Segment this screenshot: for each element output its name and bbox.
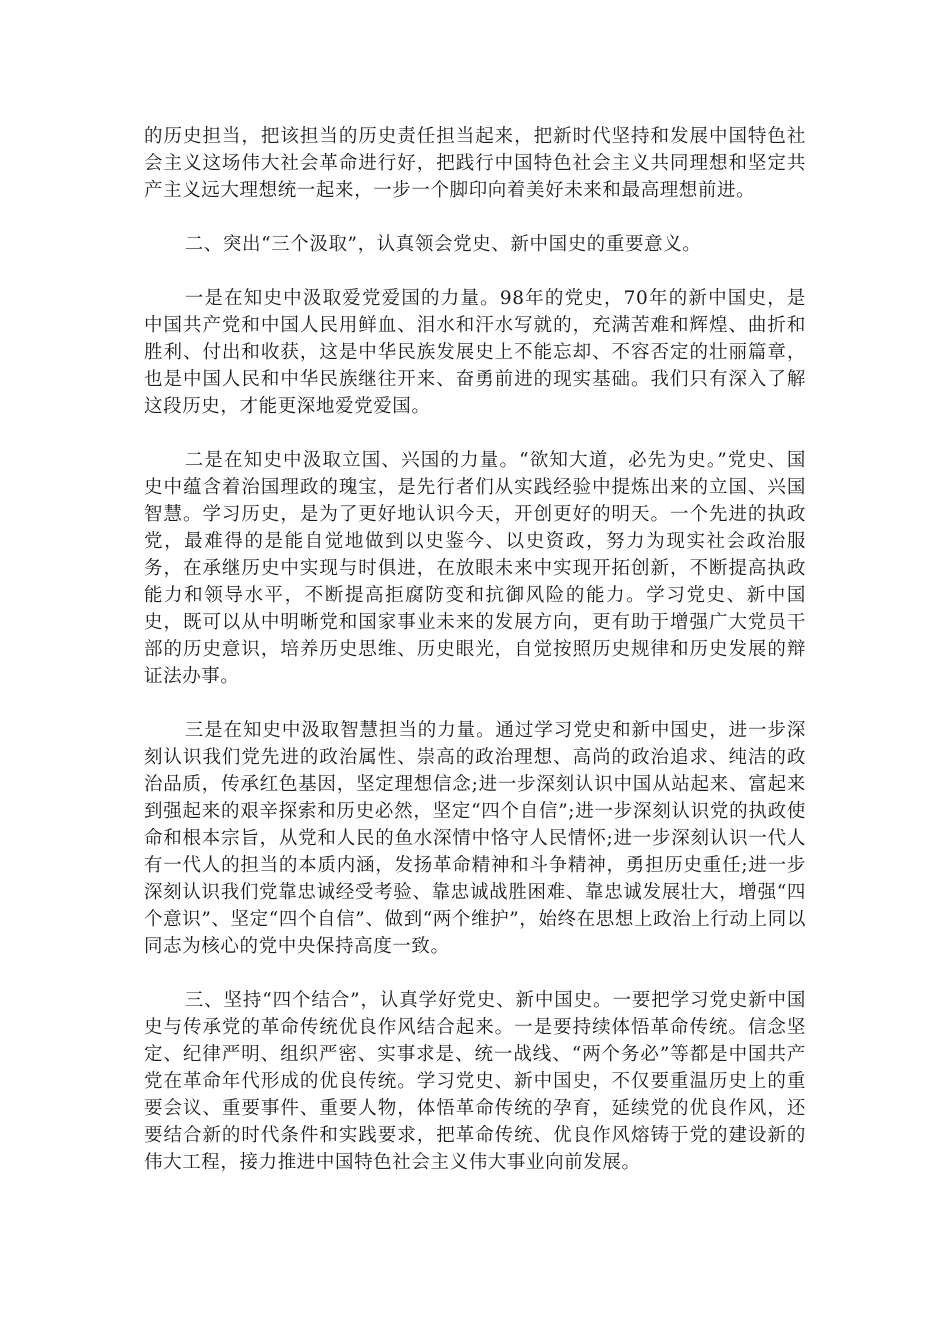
section-three-paragraph: 三、坚持“四个结合”，认真学好党史、新中国史。一要把学习党史新中国史与传承党的革命传统优良作风结合起来。一是要持续体悟革命传统。信念坚定、纪律严明、组织严密、实事求是、统一战线、“两个务必”等都是中国共产党在革命年代形成的优良传统。学习党史、新中国史，不仅要重温历史上的重要会议、重要事件、重要人物，体悟革命传统的孕育，延续党的优良作风，还要结合新的时代条件和实践要求，把革命传统、优良作风熔铸于党的建设新的伟大工程，接力推进中国特色社会主义伟大事业向前发展。 [144,990,806,1173]
paragraph-third-point: 三是在知史中汲取智慧担当的力量。通过学习党史和新中国史，进一步深刻认识我们党先进的政治属性、崇高的政治理想、高尚的政治追求、纯洁的政治品质，传承红色基因，坚定理想信念;进一步深刻认识中国从站起来、富起来到强起来的艰辛探索和历史必然，坚定“四个自信”;进一步深刻认识党的执政使命和根本宗旨，从党和人民的鱼水深情中恪守人民情怀;进一步深刻认识一代人有一代人的担当的本质内涵，发扬革命精神和斗争精神，勇担历史重任;进一步深刻认识我们党靠忠诚经受考验、靠忠诚战胜困难、靠忠诚发展壮大，增强“四个意识”、坚定“四个自信”、做到“两个维护”，始终在思想上政治上行动上同以同志为核心的党中央保持高度一致。 [144,720,806,957]
paragraph-continuation: 的历史担当，把该担当的历史责任担当起来，把新时代坚持和发展中国特色社会主义这场伟大社会革命进行好，把践行中国特色社会主义共同理想和坚定共产主义远大理想统一起来，一步一个脚印向着美好未来和最高理想前进。 [144,126,806,201]
section-heading-two: 二、突出“三个汲取”，认真领会党史、新中国史的重要意义。 [184,234,702,255]
paragraph-first-point: 一是在知史中汲取爱党爱国的力量。98年的党史，70年的新中国史，是中国共产党和中国人民用鲜血、泪水和汗水写就的，充满苦难和辉煌、曲折和胜利、付出和收获，这是中华民族发展史上不能忘却、不容否定的壮丽篇章，也是中国人民和中华民族继往开来、奋勇前进的现实基础。我们只有深入了解这段历史，才能更深地爱党爱国。 [144,288,806,417]
document-body [144,123,806,1176]
paragraph-second-point: 二是在知史中汲取立国、兴国的力量。“欲知大道，必先为史。”党史、国史中蕴含着治国理政的瑰宝，是先行者们从实践经验中提炼出来的立国、兴国智慧。学习历史，是为了更好地认识今天，开创更好的明天。一个先进的执政党，最难得的是能自觉地做到以史鉴今、以史资政，努力为现实社会政治服务，在承继历史中实现与时俱进，在放眼未来中实现开拓创新，不断提高执政能力和领导水平，不断提高拒腐防变和抗御风险的能力。学习党史、新中国史，既可以从中明晰党和国家事业未来的发展方向，更有助于增强广大党员干部的历史意识，培养历史思维、历史眼光，自觉按照历史规律和历史发展的辩证法办事。 [144,450,806,687]
